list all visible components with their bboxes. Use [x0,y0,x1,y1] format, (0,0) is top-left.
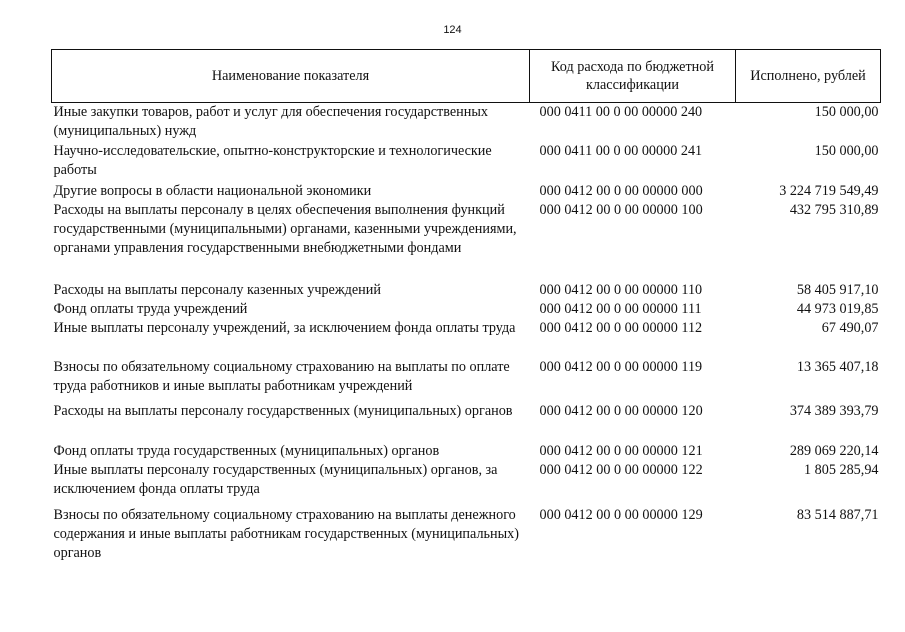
table-row [52,319,881,358]
row-name: Другие вопросы в области национальной экономики [53,182,372,199]
row-name: Иные закупки товаров, работ и услуг для обеспечения государственных (муниципальных) нужд [53,104,488,139]
table-row [52,182,881,201]
row-amount: 58 405 917,10 [796,281,879,298]
table-row [52,103,881,142]
row-code: 000 0412 00 0 00 00000 121 [539,442,703,459]
row-name: Иные выплаты персоналу учреждений, за исключением фонда оплаты труда [53,319,516,336]
table-row [52,142,881,182]
table-row [52,358,881,402]
column-header-code: Код расхода по бюджетной классификации [530,50,736,103]
row-amount: 150 000,00 [814,142,879,159]
row-code: 000 0411 00 0 00 00000 241 [539,142,703,159]
row-code: 000 0411 00 0 00 00000 240 [539,104,703,120]
row-amount: 432 795 310,89 [789,201,879,218]
row-name: Иные выплаты персоналу государственных (муниципальных) органов, за исключением фонда оплаты труда [53,461,498,497]
column-header-amount: Исполнено, рублей [736,50,881,103]
column-header-name: Наименование показателя [52,50,530,103]
row-name: Взносы по обязательному социальному страхованию на выплаты денежного содержания и иные выплаты работникам государственных (муниципальных) органов [53,506,519,561]
table-body [52,103,881,563]
row-amount: 1 805 285,94 [804,461,879,478]
row-code: 000 0412 00 0 00 00000 000 [539,182,703,199]
row-code: 000 0412 00 0 00 00000 112 [539,319,703,336]
page-number: 124 [443,24,462,36]
row-amount: 289 069 220,14 [789,442,879,459]
row-amount: 44 973 019,85 [796,300,879,317]
table-row [52,281,881,300]
row-amount: 67 490,07 [821,319,879,336]
table-header [52,50,881,103]
table-row [52,402,881,442]
row-amount: 83 514 887,71 [796,506,879,523]
table-row [52,461,881,506]
row-amount: 374 389 393,79 [789,402,879,419]
row-name: Расходы на выплаты персоналу государственных (муниципальных) органов [53,402,513,419]
table-row [52,442,881,461]
row-code: 000 0412 00 0 00 00000 100 [539,201,703,218]
table-row [52,201,881,281]
table-row [52,300,881,319]
row-name: Взносы по обязательному социальному страхованию на выплаты по оплате труда работников и иные выплаты работникам учреждений [53,358,510,394]
row-amount: 150 000,00 [814,104,879,120]
row-code: 000 0412 00 0 00 00000 119 [539,358,703,375]
budget-table [51,49,881,563]
row-amount: 3 224 719 549,49 [779,182,879,199]
row-code: 000 0412 00 0 00 00000 120 [539,402,703,419]
row-code: 000 0412 00 0 00 00000 111 [539,300,702,317]
row-name: Фонд оплаты труда учреждений [53,300,248,317]
row-name: Научно-исследовательские, опытно-конструкторские и технологические работы [53,142,492,178]
row-code: 000 0412 00 0 00 00000 110 [539,281,703,298]
row-name: Расходы на выплаты персоналу казенных учреждений [53,281,381,298]
row-code: 000 0412 00 0 00 00000 129 [539,506,703,523]
row-name: Фонд оплаты труда государственных (муниципальных) органов [53,442,440,459]
row-code: 000 0412 00 0 00 00000 122 [539,461,703,478]
table-row [52,506,881,563]
row-name: Расходы на выплаты персоналу в целях обеспечения выполнения функций государственными (муниципальными) органами, казенными учреждениями, органами управления государственными внебюджетными фондами [53,201,517,256]
row-amount: 13 365 407,18 [796,358,879,375]
